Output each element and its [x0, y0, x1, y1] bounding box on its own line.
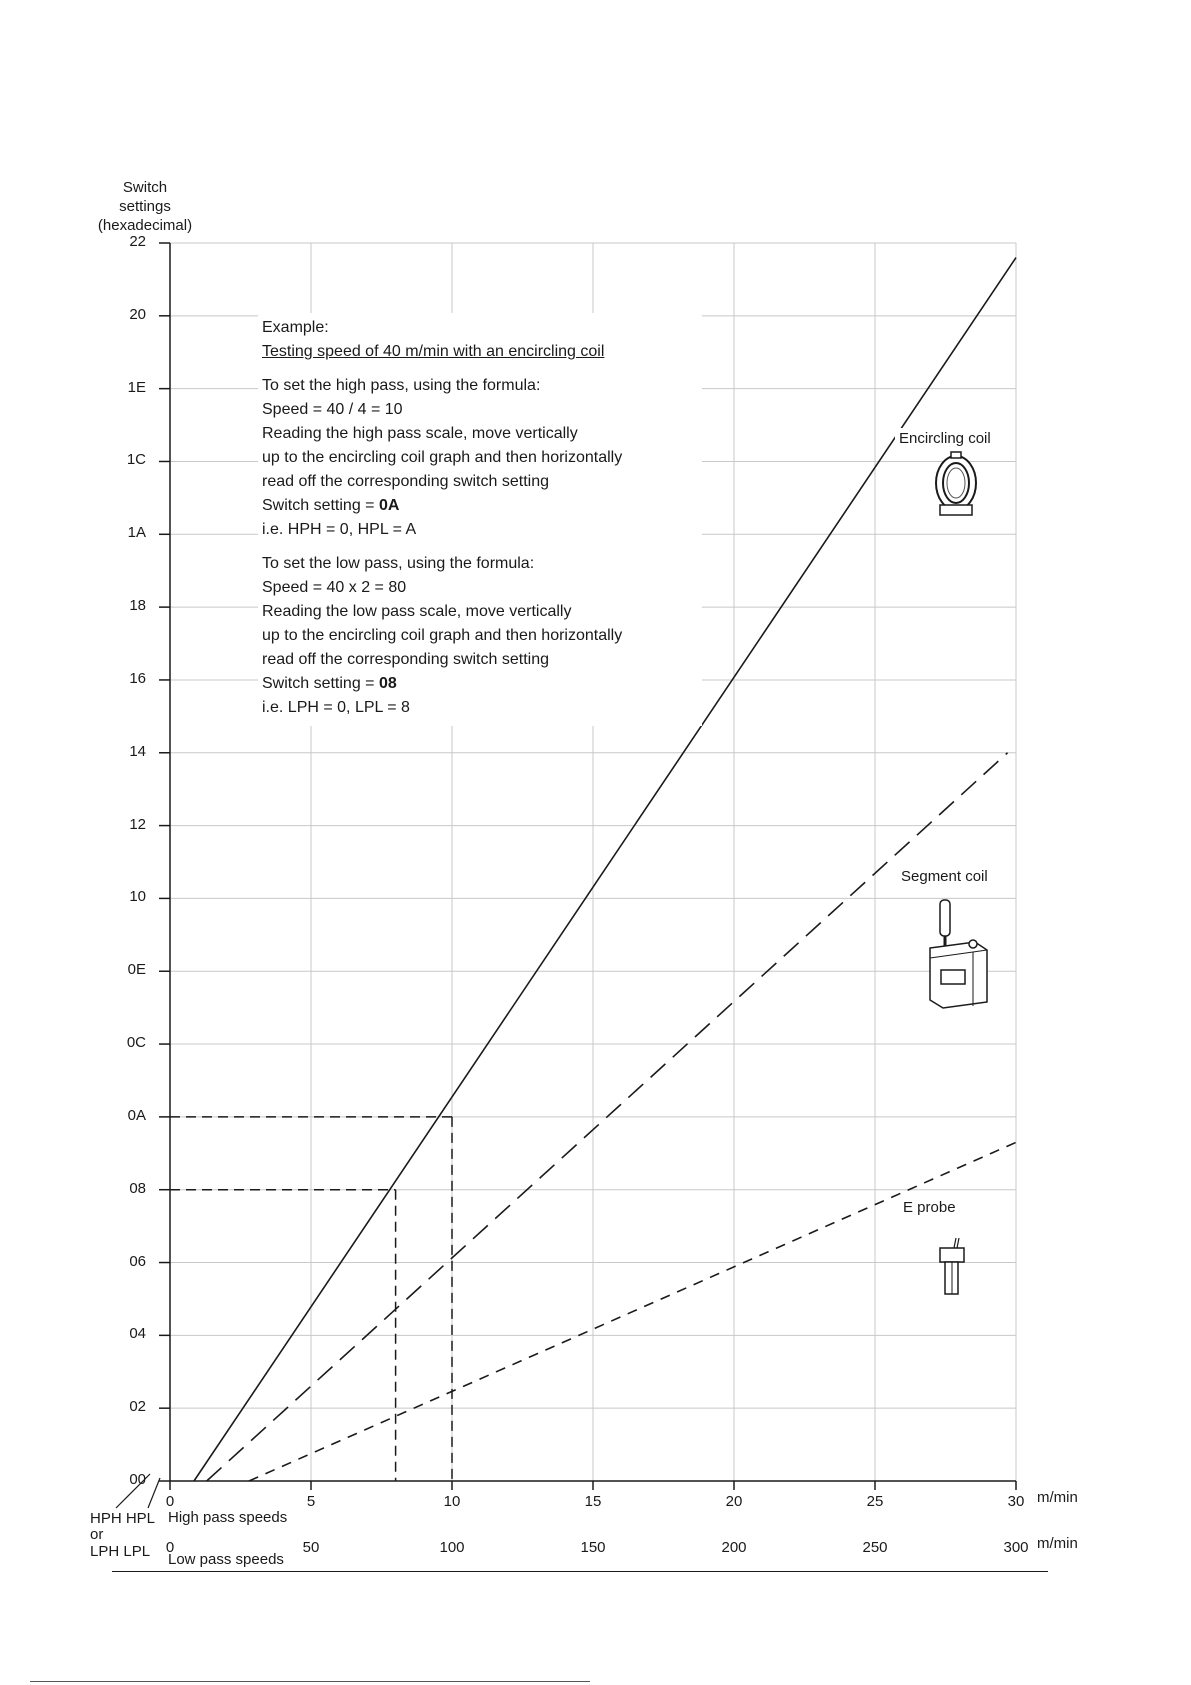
lp-intro: To set the low pass, using the formula: — [262, 555, 535, 572]
hp-step-3: read off the corresponding switch setting — [262, 473, 549, 490]
segment-coil-icon — [925, 898, 991, 1010]
x-axis-low-label: Low pass speeds — [168, 1551, 284, 1568]
example-heading: Example: — [262, 319, 329, 336]
switch-label-or: or — [90, 1526, 104, 1543]
y-axis-title-line: (hexadecimal) — [97, 217, 193, 234]
example-subheading — [262, 340, 700, 364]
series-line-e-probe — [249, 1142, 1016, 1481]
x-axis-high-unit: m/min — [1037, 1489, 1078, 1506]
y-tick-label: 12 — [129, 815, 146, 833]
switch-pointer-low — [148, 1478, 160, 1508]
x-low-tick-label: 50 — [302, 1539, 320, 1556]
switch-label-lph-lpl: LPH LPL — [90, 1543, 151, 1560]
x-low-tick-label: 0 — [165, 1539, 175, 1556]
hp-step-1: Reading the high pass scale, move vertically — [262, 425, 578, 442]
x-axis-low-unit: m/min — [1037, 1535, 1078, 1552]
lp-step-2: up to the encircling coil graph and then horizontally — [262, 627, 623, 644]
y-tick-label: 22 — [129, 233, 146, 250]
series-label-encircling: Encircling coil — [895, 428, 995, 449]
y-tick-label: 14 — [129, 742, 146, 760]
hp-result: i.e. HPH = 0, HPL = A — [262, 521, 417, 538]
y-tick-label: 0A — [127, 1106, 146, 1124]
x-high-tick-label: 10 — [443, 1493, 461, 1510]
y-tick-label: 06 — [129, 1252, 146, 1270]
example-subheading-text: Testing speed of 40 m/min with an encircling coil — [262, 343, 605, 360]
x-high-tick-label: 20 — [725, 1493, 743, 1510]
hp-setting-value: 0A — [378, 497, 400, 514]
hp-formula: Speed = 40 / 4 = 10 — [262, 401, 403, 418]
lp-step-1: Reading the low pass scale, move vertically — [262, 603, 572, 620]
lp-setting-prefix: Switch setting = — [262, 675, 379, 692]
lp-step-3: read off the corresponding switch setting — [262, 651, 549, 668]
series-label-segment: Segment coil — [897, 866, 992, 887]
y-tick-label: 10 — [129, 888, 146, 906]
x-low-tick-label: 100 — [439, 1539, 465, 1556]
x-high-tick-label: 30 — [1007, 1493, 1025, 1510]
x-low-tick-label: 150 — [580, 1539, 606, 1556]
x-axis-high-label: High pass speeds — [168, 1509, 288, 1526]
lp-result: i.e. LPH = 0, LPL = 8 — [262, 699, 410, 716]
hp-setting — [262, 494, 700, 518]
y-tick-label: 16 — [129, 669, 146, 687]
lp-setting-value: 08 — [378, 675, 397, 692]
hp-intro: To set the high pass, using the formula: — [262, 377, 541, 394]
series-label-eprobe: E probe — [899, 1197, 960, 1218]
y-tick-label: 0C — [126, 1034, 146, 1052]
footer-rule — [30, 1681, 590, 1682]
lp-setting — [262, 672, 700, 696]
example-box — [258, 313, 702, 726]
switch-label-hph-hpl: HPH HPL — [90, 1510, 156, 1527]
y-tick-label: 0E — [127, 961, 146, 979]
x-high-tick-label: 15 — [584, 1493, 602, 1510]
lp-formula: Speed = 40 x 2 = 80 — [262, 579, 407, 596]
y-tick-label: 1C — [126, 451, 146, 469]
y-tick-label: 00 — [129, 1471, 146, 1488]
y-tick-label: 1E — [127, 378, 146, 396]
y-tick-label: 04 — [129, 1325, 146, 1343]
y-tick-label: 18 — [129, 597, 146, 615]
hp-setting-prefix: Switch setting = — [262, 497, 379, 514]
x-low-tick-label: 300 — [1003, 1539, 1029, 1556]
x-low-tick-label: 250 — [862, 1539, 888, 1556]
x-high-tick-label: 0 — [165, 1493, 175, 1510]
y-tick-label: 08 — [129, 1179, 146, 1197]
y-tick-label: 1A — [127, 524, 146, 542]
hp-step-2: up to the encircling coil graph and then horizontally — [262, 449, 623, 466]
x-low-tick-label: 200 — [721, 1539, 747, 1556]
x-high-tick-label: 5 — [306, 1493, 316, 1510]
encircling-coil-icon — [930, 447, 982, 519]
bottom-rule — [112, 1571, 1048, 1572]
y-tick-label: 20 — [129, 305, 146, 323]
e-probe-icon — [936, 1236, 970, 1296]
y-axis-title — [80, 178, 210, 235]
y-tick-label: 02 — [129, 1398, 146, 1416]
x-high-tick-label: 25 — [866, 1493, 884, 1510]
y-axis-title-line: Switch — [122, 179, 168, 196]
y-axis-title-line: settings — [119, 198, 171, 215]
